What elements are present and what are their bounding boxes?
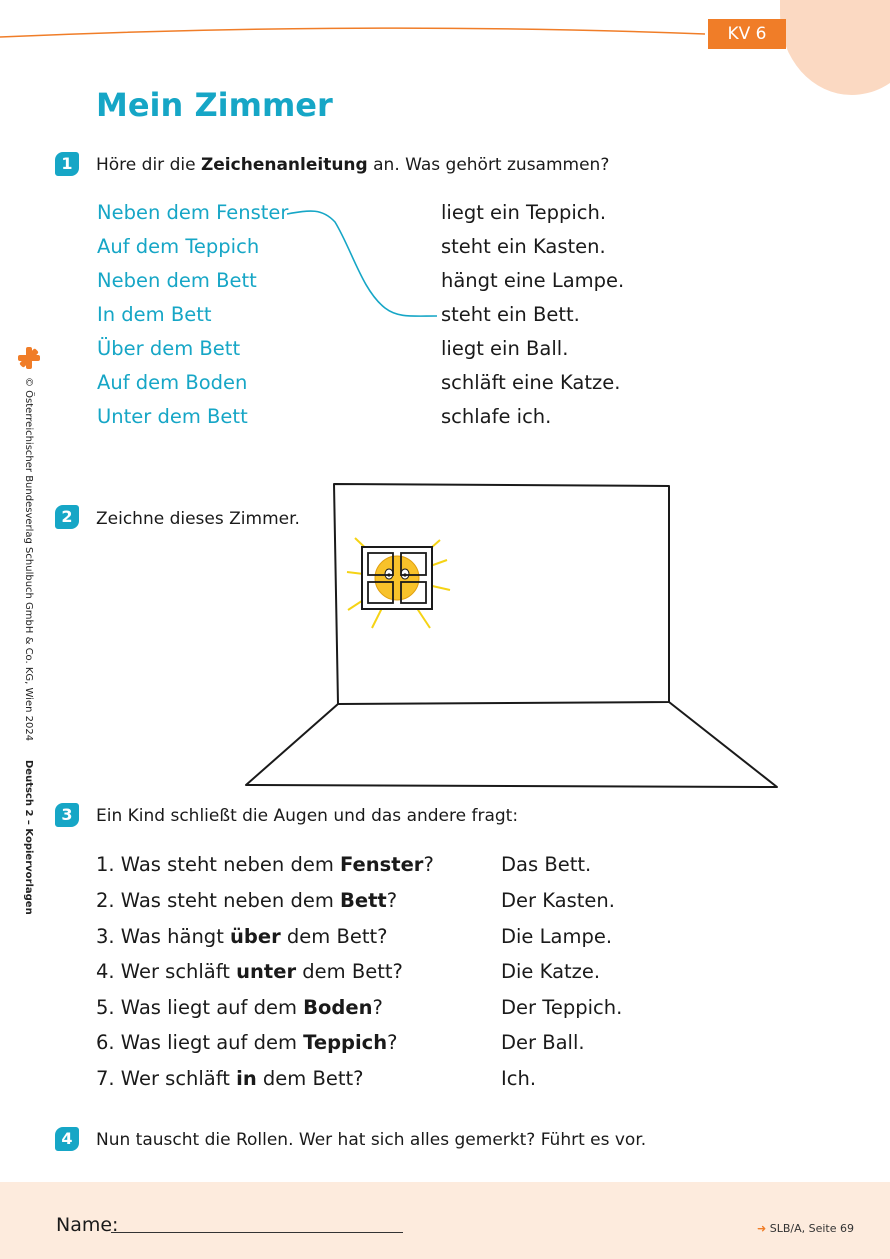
right-item: hängt eine Lampe. [441,269,625,292]
kv-badge: KV 6 [708,19,786,49]
answer-2: Der Kasten. [501,889,615,912]
task-2-instruction: Zeichne dieses Zimmer. [96,509,300,529]
question-7: 7. Wer schläft in dem Bett? [96,1067,364,1090]
task-number-3: 3 [55,803,79,827]
left-item: Neben dem Fenster [97,201,289,224]
task-number-4: 4 [55,1127,79,1151]
task-4-instruction: Nun tauscht die Rollen. Wer hat sich alles gemerkt? Führt es vor. [96,1130,647,1150]
answer-5: Der Teppich. [501,996,623,1019]
right-item: liegt ein Teppich. [441,201,607,224]
left-item: Neben dem Bett [97,269,257,292]
book-title: Deutsch 2 – Kopiervorlagen [23,760,34,915]
answer-4: Die Katze. [501,960,601,983]
arrow-right-icon: ➜ [757,1222,767,1235]
right-item: steht ein Bett. [441,303,580,326]
answer-1: Das Bett. [501,853,592,876]
name-label: Name: [56,1214,119,1236]
left-item: Auf dem Boden [97,371,248,394]
left-item: Auf dem Teppich [97,235,260,258]
page-reference: ➜ SLB/A, Seite 69 [757,1222,854,1235]
task-number-1: 1 [55,152,79,176]
name-field-line[interactable] [111,1232,403,1233]
answer-7: Ich. [501,1067,537,1090]
left-item: In dem Bett [97,303,212,326]
window-sun-icon [347,538,450,628]
question-4: 4. Wer schläft unter dem Bett? [96,960,403,983]
copyright-text: © Österreichischer Bundesverlag Schulbuch GmbH & Co. KG, Wien 2024 [23,377,34,742]
question-3: 3. Was hängt über dem Bett? [96,925,388,948]
answer-3: Die Lampe. [501,925,613,948]
task-1-instruction: Höre dir die Zeichenanleitung an. Was gehört zusammen? [96,155,610,175]
question-6: 6. Was liegt auf dem Teppich? [96,1031,398,1054]
right-item: liegt ein Ball. [441,337,569,360]
left-item: Unter dem Bett [97,405,248,428]
page-title: Mein Zimmer [96,86,333,124]
task-number-2: 2 [55,505,79,529]
question-1: 1. Was steht neben dem Fenster? [96,853,434,876]
left-item: Über dem Bett [97,337,241,360]
right-item: schläft eine Katze. [441,371,621,394]
task-3-instruction: Ein Kind schließt die Augen und das andere fragt: [96,806,519,826]
question-2: 2. Was steht neben dem Bett? [96,889,398,912]
answer-6: Der Ball. [501,1031,585,1054]
footer-band [0,1182,890,1259]
right-item: schlafe ich. [441,405,552,428]
right-item: steht ein Kasten. [441,235,606,258]
question-5: 5. Was liegt auf dem Boden? [96,996,383,1019]
